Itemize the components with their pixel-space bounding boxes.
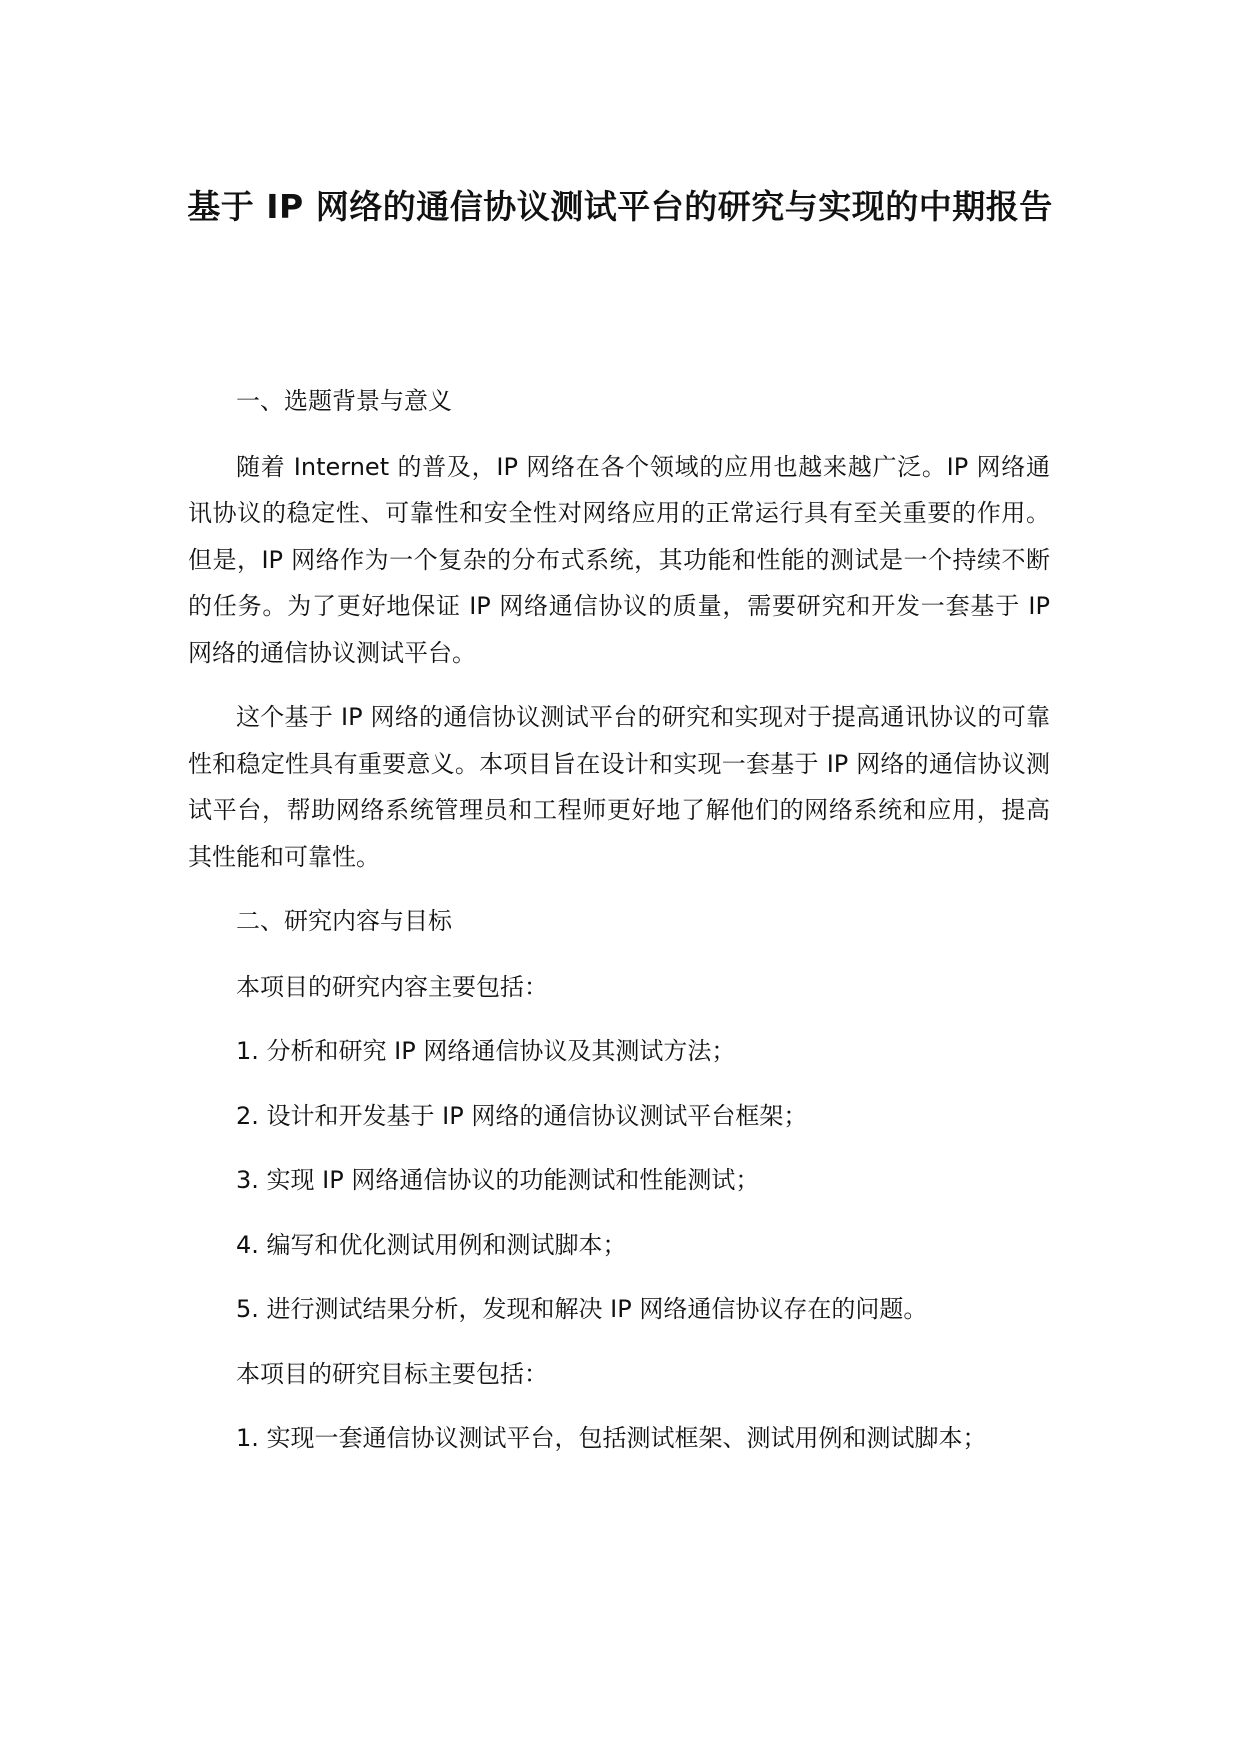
paragraph-background-1: 随着 Internet 的普及，IP 网络在各个领域的应用也越来越广泛。IP 网络通讯协议的稳定性、可靠性和安全性对网络应用的正常运行具有至关重要的作用。但是，IP 网络作为一个复杂的分布式系统，其功能和性能的测试是一个持续不断的任务。为了更好地保证 IP 网络通信协议的质量，需要研究和开发一套基于 IP 网络的通信协议测试平台。: [188, 452, 1050, 667]
paragraph-content-intro: 本项目的研究内容主要包括：: [236, 972, 548, 1001]
list-item-content-1: 1. 分析和研究 IP 网络通信协议及其测试方法；: [236, 1037, 736, 1065]
list-item-goal-1: 1. 实现一套通信协议测试平台，包括测试框架、测试用例和测试脚本；: [236, 1424, 987, 1452]
list-item-content-3: 3. 实现 IP 网络通信协议的功能测试和性能测试；: [236, 1166, 760, 1194]
list-item-content-5: 5. 进行测试结果分析，发现和解决 IP 网络通信协议存在的问题。: [236, 1295, 928, 1323]
list-item-content-2: 2. 设计和开发基于 IP 网络的通信协议测试平台框架；: [236, 1101, 808, 1130]
section-heading-content-goals: 二、研究内容与目标: [236, 907, 452, 935]
list-item-content-4: 4. 编写和优化测试用例和测试脚本；: [236, 1230, 627, 1259]
paragraph-background-2: 这个基于 IP 网络的通信协议测试平台的研究和实现对于提高通讯协议的可靠性和稳定性具有重要意义。本项目旨在设计和实现一套基于 IP 网络的通信协议测试平台，帮助网络系统管理员和工程师更好地了解他们的网络系统和应用，提高其性能和可靠性。: [188, 703, 1050, 871]
document-body: [188, 378, 1050, 1480]
section-heading-background: 一、选题背景与意义: [236, 387, 452, 415]
document-title: 基于 IP 网络的通信协议测试平台的研究与实现的中期报告: [187, 187, 1053, 226]
paragraph-goals-intro: 本项目的研究目标主要包括：: [236, 1359, 548, 1388]
